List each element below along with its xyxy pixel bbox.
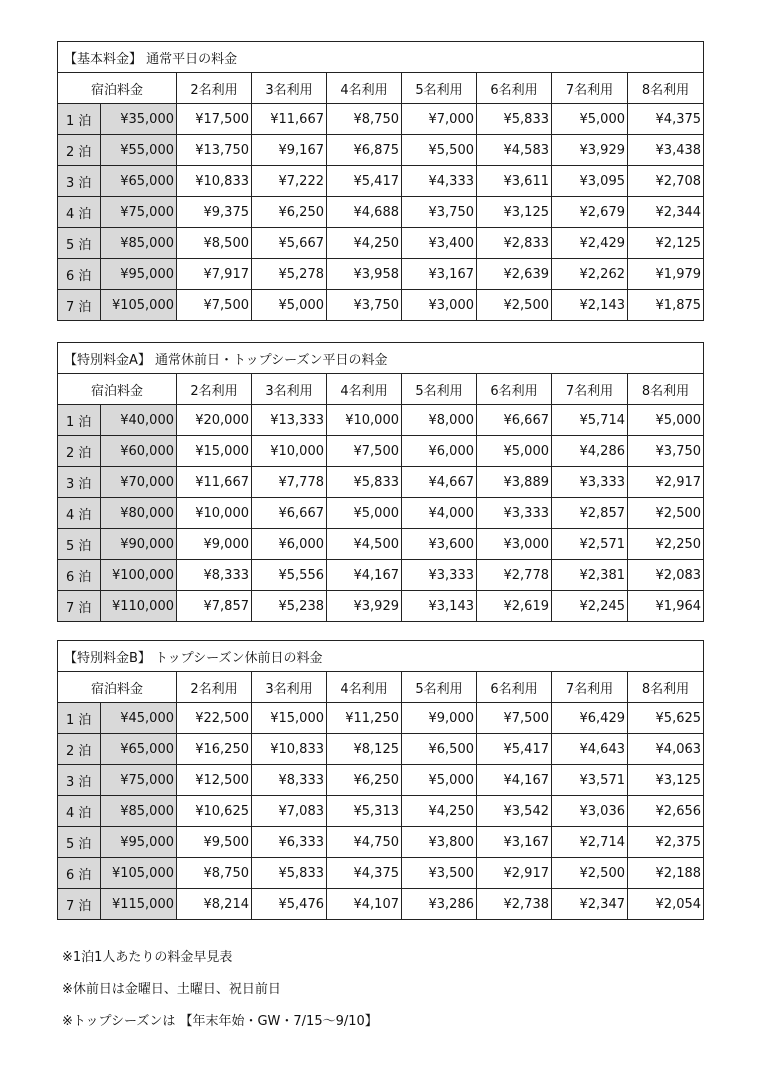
per-person-rate-cell: ¥8,750 [327, 104, 402, 135]
per-person-rate-cell: ¥4,000 [402, 498, 477, 529]
per-person-rate-cell: ¥5,714 [552, 405, 628, 436]
per-person-rate-cell: ¥5,417 [327, 166, 402, 197]
per-person-rate-cell: ¥8,214 [177, 889, 252, 920]
header-people-5: 5名利用 [402, 672, 477, 703]
per-person-rate-cell: ¥2,375 [628, 827, 704, 858]
per-person-rate-cell: ¥2,857 [552, 498, 628, 529]
table-title-row [58, 343, 704, 374]
table-title: 【特別料金B】 トップシーズン休前日の料金 [58, 641, 704, 672]
table-row [58, 104, 704, 135]
per-person-rate-cell: ¥3,571 [552, 765, 628, 796]
note-per-person: ※1泊1人あたりの料金早見表 [62, 950, 233, 965]
per-person-rate-cell: ¥5,625 [628, 703, 704, 734]
nights-cell: 6 泊 [58, 858, 101, 889]
header-people-6: 6名利用 [477, 672, 552, 703]
per-person-rate-cell: ¥12,500 [177, 765, 252, 796]
per-person-rate-cell: ¥3,333 [552, 467, 628, 498]
per-person-rate-cell: ¥3,929 [552, 135, 628, 166]
per-person-rate-cell: ¥1,964 [628, 591, 704, 622]
base-rate-cell: ¥60,000 [101, 436, 177, 467]
per-person-rate-cell: ¥2,738 [477, 889, 552, 920]
nights-cell: 4 泊 [58, 498, 101, 529]
header-people-8: 8名利用 [628, 672, 704, 703]
header-people-3: 3名利用 [252, 672, 327, 703]
per-person-rate-cell: ¥11,250 [327, 703, 402, 734]
per-person-rate-cell: ¥4,375 [628, 104, 704, 135]
nights-cell: 6 泊 [58, 259, 101, 290]
per-person-rate-cell: ¥2,262 [552, 259, 628, 290]
per-person-rate-cell: ¥15,000 [177, 436, 252, 467]
table-row [58, 259, 704, 290]
per-person-rate-cell: ¥2,500 [552, 858, 628, 889]
per-person-rate-cell: ¥2,344 [628, 197, 704, 228]
base-rate-cell: ¥110,000 [101, 591, 177, 622]
per-person-rate-cell: ¥2,778 [477, 560, 552, 591]
per-person-rate-cell: ¥3,286 [402, 889, 477, 920]
header-people-7: 7名利用 [552, 73, 628, 104]
table-header-row [58, 73, 704, 104]
per-person-rate-cell: ¥3,958 [327, 259, 402, 290]
per-person-rate-cell: ¥3,438 [628, 135, 704, 166]
nights-cell: 5 泊 [58, 827, 101, 858]
per-person-rate-cell: ¥6,429 [552, 703, 628, 734]
per-person-rate-cell: ¥3,611 [477, 166, 552, 197]
per-person-rate-cell: ¥1,875 [628, 290, 704, 321]
base-rate-cell: ¥105,000 [101, 290, 177, 321]
per-person-rate-cell: ¥3,125 [628, 765, 704, 796]
header-people-4: 4名利用 [327, 672, 402, 703]
nights-cell: 2 泊 [58, 135, 101, 166]
per-person-rate-cell: ¥8,125 [327, 734, 402, 765]
per-person-rate-cell: ¥2,188 [628, 858, 704, 889]
table-row [58, 498, 704, 529]
per-person-rate-cell: ¥11,667 [252, 104, 327, 135]
per-person-rate-cell: ¥8,000 [402, 405, 477, 436]
header-people-6: 6名利用 [477, 73, 552, 104]
nights-cell: 1 泊 [58, 703, 101, 734]
per-person-rate-cell: ¥5,000 [252, 290, 327, 321]
per-person-rate-cell: ¥7,083 [252, 796, 327, 827]
per-person-rate-cell: ¥10,833 [252, 734, 327, 765]
header-people-5: 5名利用 [402, 73, 477, 104]
per-person-rate-cell: ¥3,542 [477, 796, 552, 827]
per-person-rate-cell: ¥2,639 [477, 259, 552, 290]
header-people-2: 2名利用 [177, 73, 252, 104]
table-row [58, 197, 704, 228]
per-person-rate-cell: ¥13,333 [252, 405, 327, 436]
per-person-rate-cell: ¥3,800 [402, 827, 477, 858]
per-person-rate-cell: ¥2,500 [628, 498, 704, 529]
base-rate-cell: ¥115,000 [101, 889, 177, 920]
per-person-rate-cell: ¥2,381 [552, 560, 628, 591]
per-person-rate-cell: ¥5,238 [252, 591, 327, 622]
header-people-2: 2名利用 [177, 672, 252, 703]
special-rate-a-table [57, 342, 704, 622]
per-person-rate-cell: ¥7,222 [252, 166, 327, 197]
per-person-rate-cell: ¥7,917 [177, 259, 252, 290]
table-header-row [58, 374, 704, 405]
per-person-rate-cell: ¥10,000 [327, 405, 402, 436]
per-person-rate-cell: ¥3,750 [402, 197, 477, 228]
per-person-rate-cell: ¥5,833 [327, 467, 402, 498]
base-rate-cell: ¥85,000 [101, 228, 177, 259]
per-person-rate-cell: ¥5,000 [402, 765, 477, 796]
per-person-rate-cell: ¥8,500 [177, 228, 252, 259]
per-person-rate-cell: ¥5,278 [252, 259, 327, 290]
per-person-rate-cell: ¥5,556 [252, 560, 327, 591]
per-person-rate-cell: ¥3,889 [477, 467, 552, 498]
base-rate-cell: ¥40,000 [101, 405, 177, 436]
per-person-rate-cell: ¥8,333 [177, 560, 252, 591]
base-rate-cell: ¥65,000 [101, 734, 177, 765]
per-person-rate-cell: ¥15,000 [252, 703, 327, 734]
per-person-rate-cell: ¥2,347 [552, 889, 628, 920]
per-person-rate-cell: ¥4,688 [327, 197, 402, 228]
per-person-rate-cell: ¥6,500 [402, 734, 477, 765]
nights-cell: 4 泊 [58, 197, 101, 228]
base-rate-cell: ¥70,000 [101, 467, 177, 498]
per-person-rate-cell: ¥9,375 [177, 197, 252, 228]
per-person-rate-cell: ¥2,917 [628, 467, 704, 498]
per-person-rate-cell: ¥8,750 [177, 858, 252, 889]
header-people-7: 7名利用 [552, 672, 628, 703]
header-base-rate: 宿泊料金 [58, 73, 177, 104]
per-person-rate-cell: ¥17,500 [177, 104, 252, 135]
table-title-row [58, 641, 704, 672]
per-person-rate-cell: ¥4,643 [552, 734, 628, 765]
per-person-rate-cell: ¥8,333 [252, 765, 327, 796]
per-person-rate-cell: ¥2,500 [477, 290, 552, 321]
per-person-rate-cell: ¥7,500 [477, 703, 552, 734]
per-person-rate-cell: ¥3,143 [402, 591, 477, 622]
table-row [58, 135, 704, 166]
per-person-rate-cell: ¥2,054 [628, 889, 704, 920]
per-person-rate-cell: ¥2,245 [552, 591, 628, 622]
base-rate-cell: ¥45,000 [101, 703, 177, 734]
table-title: 【特別料金A】 通常休前日・トップシーズン平日の料金 [58, 343, 704, 374]
nights-cell: 7 泊 [58, 591, 101, 622]
table-row [58, 858, 704, 889]
table-row [58, 166, 704, 197]
per-person-rate-cell: ¥2,429 [552, 228, 628, 259]
per-person-rate-cell: ¥22,500 [177, 703, 252, 734]
per-person-rate-cell: ¥6,667 [252, 498, 327, 529]
table-row [58, 228, 704, 259]
base-rate-cell: ¥75,000 [101, 197, 177, 228]
header-people-5: 5名利用 [402, 374, 477, 405]
base-rate-cell: ¥90,000 [101, 529, 177, 560]
note-top-season: ※トップシーズンは 【年末年始・GW・7/15～9/10】 [62, 1014, 378, 1029]
nights-cell: 3 泊 [58, 765, 101, 796]
per-person-rate-cell: ¥3,000 [402, 290, 477, 321]
header-people-8: 8名利用 [628, 374, 704, 405]
base-rate-cell: ¥65,000 [101, 166, 177, 197]
table-row [58, 591, 704, 622]
per-person-rate-cell: ¥10,000 [177, 498, 252, 529]
per-person-rate-cell: ¥13,750 [177, 135, 252, 166]
table-row [58, 703, 704, 734]
per-person-rate-cell: ¥7,778 [252, 467, 327, 498]
base-rate-cell: ¥100,000 [101, 560, 177, 591]
table-row [58, 765, 704, 796]
nights-cell: 4 泊 [58, 796, 101, 827]
per-person-rate-cell: ¥3,600 [402, 529, 477, 560]
per-person-rate-cell: ¥3,333 [402, 560, 477, 591]
per-person-rate-cell: ¥5,000 [327, 498, 402, 529]
header-people-4: 4名利用 [327, 374, 402, 405]
nights-cell: 7 泊 [58, 290, 101, 321]
table-row [58, 529, 704, 560]
per-person-rate-cell: ¥4,167 [477, 765, 552, 796]
per-person-rate-cell: ¥4,063 [628, 734, 704, 765]
per-person-rate-cell: ¥4,167 [327, 560, 402, 591]
nights-cell: 3 泊 [58, 467, 101, 498]
table-row [58, 734, 704, 765]
per-person-rate-cell: ¥3,333 [477, 498, 552, 529]
table-row [58, 827, 704, 858]
per-person-rate-cell: ¥6,875 [327, 135, 402, 166]
per-person-rate-cell: ¥5,500 [402, 135, 477, 166]
nights-cell: 5 泊 [58, 228, 101, 259]
per-person-rate-cell: ¥7,500 [327, 436, 402, 467]
per-person-rate-cell: ¥4,107 [327, 889, 402, 920]
base-rate-cell: ¥85,000 [101, 796, 177, 827]
special-rate-b-table [57, 640, 704, 920]
per-person-rate-cell: ¥16,250 [177, 734, 252, 765]
table-row [58, 436, 704, 467]
per-person-rate-cell: ¥3,000 [477, 529, 552, 560]
header-people-6: 6名利用 [477, 374, 552, 405]
per-person-rate-cell: ¥2,656 [628, 796, 704, 827]
per-person-rate-cell: ¥5,833 [477, 104, 552, 135]
per-person-rate-cell: ¥2,571 [552, 529, 628, 560]
per-person-rate-cell: ¥9,167 [252, 135, 327, 166]
nights-cell: 2 泊 [58, 734, 101, 765]
header-base-rate: 宿泊料金 [58, 672, 177, 703]
per-person-rate-cell: ¥3,750 [628, 436, 704, 467]
per-person-rate-cell: ¥2,833 [477, 228, 552, 259]
per-person-rate-cell: ¥5,000 [628, 405, 704, 436]
per-person-rate-cell: ¥6,333 [252, 827, 327, 858]
per-person-rate-cell: ¥2,143 [552, 290, 628, 321]
table-header-row [58, 672, 704, 703]
header-base-rate: 宿泊料金 [58, 374, 177, 405]
per-person-rate-cell: ¥4,250 [327, 228, 402, 259]
per-person-rate-cell: ¥3,095 [552, 166, 628, 197]
base-rate-cell: ¥105,000 [101, 858, 177, 889]
per-person-rate-cell: ¥4,333 [402, 166, 477, 197]
header-people-7: 7名利用 [552, 374, 628, 405]
per-person-rate-cell: ¥4,250 [402, 796, 477, 827]
per-person-rate-cell: ¥6,000 [402, 436, 477, 467]
per-person-rate-cell: ¥3,400 [402, 228, 477, 259]
per-person-rate-cell: ¥5,000 [552, 104, 628, 135]
table-row [58, 560, 704, 591]
per-person-rate-cell: ¥2,083 [628, 560, 704, 591]
table-row [58, 405, 704, 436]
header-people-3: 3名利用 [252, 73, 327, 104]
per-person-rate-cell: ¥2,714 [552, 827, 628, 858]
per-person-rate-cell: ¥6,250 [252, 197, 327, 228]
base-rate-cell: ¥35,000 [101, 104, 177, 135]
per-person-rate-cell: ¥3,125 [477, 197, 552, 228]
base-rate-cell: ¥95,000 [101, 827, 177, 858]
per-person-rate-cell: ¥1,979 [628, 259, 704, 290]
base-rate-cell: ¥75,000 [101, 765, 177, 796]
header-people-4: 4名利用 [327, 73, 402, 104]
table-title-row [58, 42, 704, 73]
nights-cell: 6 泊 [58, 560, 101, 591]
per-person-rate-cell: ¥10,000 [252, 436, 327, 467]
per-person-rate-cell: ¥10,833 [177, 166, 252, 197]
per-person-rate-cell: ¥4,375 [327, 858, 402, 889]
base-rate-cell: ¥95,000 [101, 259, 177, 290]
per-person-rate-cell: ¥3,036 [552, 796, 628, 827]
per-person-rate-cell: ¥5,313 [327, 796, 402, 827]
per-person-rate-cell: ¥7,857 [177, 591, 252, 622]
per-person-rate-cell: ¥7,500 [177, 290, 252, 321]
nights-cell: 1 泊 [58, 405, 101, 436]
per-person-rate-cell: ¥4,286 [552, 436, 628, 467]
per-person-rate-cell: ¥5,476 [252, 889, 327, 920]
per-person-rate-cell: ¥5,417 [477, 734, 552, 765]
table-row [58, 889, 704, 920]
per-person-rate-cell: ¥10,625 [177, 796, 252, 827]
header-people-3: 3名利用 [252, 374, 327, 405]
nights-cell: 5 泊 [58, 529, 101, 560]
per-person-rate-cell: ¥5,833 [252, 858, 327, 889]
header-people-8: 8名利用 [628, 73, 704, 104]
per-person-rate-cell: ¥3,929 [327, 591, 402, 622]
per-person-rate-cell: ¥4,667 [402, 467, 477, 498]
per-person-rate-cell: ¥5,000 [477, 436, 552, 467]
nights-cell: 2 泊 [58, 436, 101, 467]
per-person-rate-cell: ¥2,917 [477, 858, 552, 889]
per-person-rate-cell: ¥2,250 [628, 529, 704, 560]
table-row [58, 290, 704, 321]
nights-cell: 1 泊 [58, 104, 101, 135]
per-person-rate-cell: ¥2,125 [628, 228, 704, 259]
table-row [58, 467, 704, 498]
basic-rate-table [57, 41, 704, 321]
per-person-rate-cell: ¥6,000 [252, 529, 327, 560]
per-person-rate-cell: ¥6,250 [327, 765, 402, 796]
per-person-rate-cell: ¥4,750 [327, 827, 402, 858]
base-rate-cell: ¥80,000 [101, 498, 177, 529]
per-person-rate-cell: ¥7,000 [402, 104, 477, 135]
base-rate-cell: ¥55,000 [101, 135, 177, 166]
table-title: 【基本料金】 通常平日の料金 [58, 42, 704, 73]
per-person-rate-cell: ¥3,500 [402, 858, 477, 889]
nights-cell: 7 泊 [58, 889, 101, 920]
per-person-rate-cell: ¥20,000 [177, 405, 252, 436]
per-person-rate-cell: ¥11,667 [177, 467, 252, 498]
per-person-rate-cell: ¥6,667 [477, 405, 552, 436]
per-person-rate-cell: ¥2,619 [477, 591, 552, 622]
table-row [58, 796, 704, 827]
per-person-rate-cell: ¥9,000 [402, 703, 477, 734]
per-person-rate-cell: ¥3,167 [402, 259, 477, 290]
per-person-rate-cell: ¥3,750 [327, 290, 402, 321]
per-person-rate-cell: ¥2,708 [628, 166, 704, 197]
per-person-rate-cell: ¥9,500 [177, 827, 252, 858]
per-person-rate-cell: ¥2,679 [552, 197, 628, 228]
per-person-rate-cell: ¥4,583 [477, 135, 552, 166]
per-person-rate-cell: ¥4,500 [327, 529, 402, 560]
per-person-rate-cell: ¥9,000 [177, 529, 252, 560]
notes [62, 942, 378, 1038]
per-person-rate-cell: ¥3,167 [477, 827, 552, 858]
nights-cell: 3 泊 [58, 166, 101, 197]
note-holiday-eve: ※休前日は金曜日、土曜日、祝日前日 [62, 982, 281, 997]
per-person-rate-cell: ¥5,667 [252, 228, 327, 259]
header-people-2: 2名利用 [177, 374, 252, 405]
